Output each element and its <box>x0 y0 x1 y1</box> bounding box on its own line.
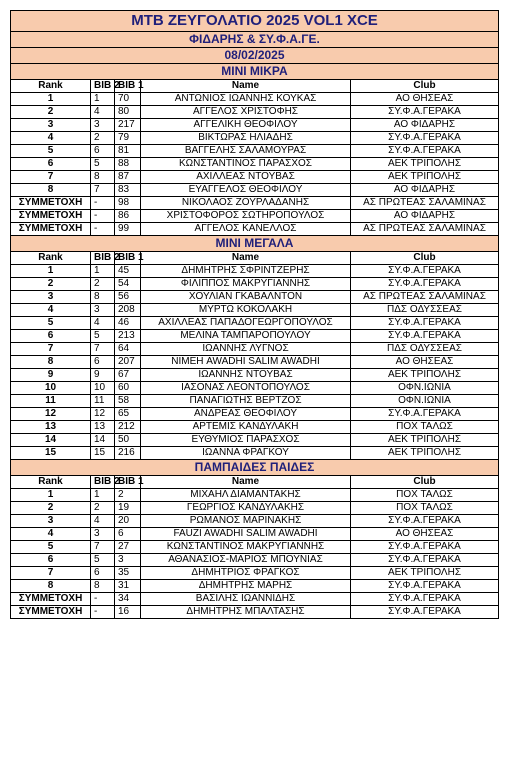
cell-bib1: 54 <box>115 278 141 291</box>
cell-bib1: 50 <box>115 434 141 447</box>
cell-name: ΙΩΑΝΝΗΣ ΛΥΓΝΟΣ <box>141 343 351 356</box>
cell-bib2: 7 <box>91 541 115 554</box>
cell-bib2: 3 <box>91 528 115 541</box>
cell-rank: 8 <box>11 184 91 197</box>
cell-bib2: 7 <box>91 184 115 197</box>
cell-rank: 7 <box>11 567 91 580</box>
cell-rank: 5 <box>11 145 91 158</box>
cell-name: ΒΑΣΙΛΗΣ ΙΩΑΝΝΙΔΗΣ <box>141 593 351 606</box>
cell-bib1: 83 <box>115 184 141 197</box>
cell-bib2: 3 <box>91 304 115 317</box>
cell-bib2: 3 <box>91 119 115 132</box>
table-row <box>11 395 499 408</box>
table-row <box>11 158 499 171</box>
cell-club: ΠΟΧ ΤΑΛΩΣ <box>351 489 499 502</box>
cell-bib1: 56 <box>115 291 141 304</box>
table-row <box>11 210 499 223</box>
cell-bib2: 5 <box>91 554 115 567</box>
cell-bib2: 2 <box>91 132 115 145</box>
cell-rank: 10 <box>11 382 91 395</box>
cell-bib1: 217 <box>115 119 141 132</box>
cell-name: ΜΙΧΑΗΛ ΔΙΑΜΑΝΤΑΚΗΣ <box>141 489 351 502</box>
cell-bib2: 4 <box>91 106 115 119</box>
cell-name: FAUZI AWADHI SALIM AWADHI <box>141 528 351 541</box>
cell-name: ΑΓΓΕΛΟΣ ΧΡΙΣΤΟΦΗΣ <box>141 106 351 119</box>
cell-name: ΔΗΜΗΤΡΗΣ ΣΦΡΙΝΤΖΕΡΗΣ <box>141 265 351 278</box>
cell-bib2: 12 <box>91 408 115 421</box>
cell-name: ΔΗΜΗΤΡΗΣ ΜΠΑΛΤΑΣΗΣ <box>141 606 351 619</box>
column-header-name: Name <box>141 80 351 93</box>
cell-bib1: 27 <box>115 541 141 554</box>
cell-club: ΑΕΚ ΤΡΙΠΟΛΗΣ <box>351 447 499 460</box>
column-header-club: Club <box>351 80 499 93</box>
category-title: ΜΙΝΙ ΜΕΓΑΛΑ <box>11 236 499 252</box>
cell-bib1: 208 <box>115 304 141 317</box>
cell-bib1: 20 <box>115 515 141 528</box>
cell-club: ΣΥ.Φ.Α.ΓΕΡΑΚΑ <box>351 317 499 330</box>
cell-name: ΚΩΝΣΤΑΝΤΙΝΟΣ ΠΑΡΑΣΧΟΣ <box>141 158 351 171</box>
table-row <box>11 606 499 619</box>
table-row <box>11 119 499 132</box>
cell-bib1: 207 <box>115 356 141 369</box>
cell-rank: 6 <box>11 554 91 567</box>
cell-bib1: 64 <box>115 343 141 356</box>
cell-club: ΑΣ ΠΡΩΤΕΑΣ ΣΑΛΑΜΙΝΑΣ <box>351 291 499 304</box>
column-header-bib2: BIB 2 <box>91 476 115 489</box>
table-row <box>11 541 499 554</box>
cell-bib1: 81 <box>115 145 141 158</box>
cell-bib2: 14 <box>91 434 115 447</box>
cell-bib2: - <box>91 197 115 210</box>
cell-rank: 5 <box>11 541 91 554</box>
cell-rank: 12 <box>11 408 91 421</box>
table-row <box>11 278 499 291</box>
column-header-bib1: BIB 1 <box>115 80 141 93</box>
cell-rank: 7 <box>11 171 91 184</box>
table-row <box>11 528 499 541</box>
title-row <box>11 11 499 32</box>
cell-name: ΙΑΣΟΝΑΣ ΛΕΟΝΤΟΠΟΥΛΟΣ <box>141 382 351 395</box>
cell-name: ΠΑΝΑΓΙΩΤΗΣ ΒΕΡΤΖΟΣ <box>141 395 351 408</box>
cell-bib2: 11 <box>91 395 115 408</box>
cell-name: ΙΩΑΝΝΑ ΦΡΑΓΚΟΥ <box>141 447 351 460</box>
column-header-bib2: BIB 2 <box>91 252 115 265</box>
column-header-club: Club <box>351 252 499 265</box>
cell-bib2: 6 <box>91 145 115 158</box>
cell-club: ΣΥ.Φ.Α.ΓΕΡΑΚΑ <box>351 265 499 278</box>
cell-club: ΣΥ.Φ.Α.ΓΕΡΑΚΑ <box>351 145 499 158</box>
cell-name: ΕΥΘΥΜΙΟΣ ΠΑΡΑΣΧΟΣ <box>141 434 351 447</box>
cell-bib1: 58 <box>115 395 141 408</box>
table-row <box>11 356 499 369</box>
cell-bib2: 10 <box>91 382 115 395</box>
cell-name: ΡΩΜΑΝΟΣ ΜΑΡΙΝΑΚΗΣ <box>141 515 351 528</box>
cell-rank: 2 <box>11 106 91 119</box>
cell-bib1: 80 <box>115 106 141 119</box>
cell-club: ΣΥ.Φ.Α.ΓΕΡΑΚΑ <box>351 515 499 528</box>
date-row <box>11 48 499 64</box>
cell-club: ΣΥ.Φ.Α.ΓΕΡΑΚΑ <box>351 106 499 119</box>
column-header-name: Name <box>141 476 351 489</box>
cell-rank: 1 <box>11 265 91 278</box>
cell-bib1: 67 <box>115 369 141 382</box>
table-row <box>11 554 499 567</box>
cell-club: ΑΟ ΘΗΣΕΑΣ <box>351 93 499 106</box>
cell-name: ΑΝΤΩΝΙΟΣ ΙΩΑΝΝΗΣ ΚΟΥΚΑΣ <box>141 93 351 106</box>
category-header-row <box>11 460 499 476</box>
cell-name: ΝΙΚΟΛΑΟΣ ΖΟΥΡΛΑΔΑΝΗΣ <box>141 197 351 210</box>
cell-bib1: 35 <box>115 567 141 580</box>
cell-rank: 8 <box>11 580 91 593</box>
cell-bib1: 60 <box>115 382 141 395</box>
cell-club: ΣΥ.Φ.Α.ΓΕΡΑΚΑ <box>351 593 499 606</box>
cell-name: ΒΑΓΓΕΛΗΣ ΣΑΛΑΜΟΥΡΑΣ <box>141 145 351 158</box>
cell-club: ΑΕΚ ΤΡΙΠΟΛΗΣ <box>351 369 499 382</box>
cell-club: ΣΥ.Φ.Α.ΓΕΡΑΚΑ <box>351 408 499 421</box>
cell-bib1: 86 <box>115 210 141 223</box>
cell-rank: 4 <box>11 132 91 145</box>
cell-rank: ΣΥΜΜΕΤΟΧΗ <box>11 210 91 223</box>
category-header-row <box>11 236 499 252</box>
column-header-rank: Rank <box>11 476 91 489</box>
table-row <box>11 171 499 184</box>
table-row <box>11 593 499 606</box>
cell-name: ΑΓΓΕΛΟΣ ΚΑΝΕΛΛΟΣ <box>141 223 351 236</box>
cell-bib1: 98 <box>115 197 141 210</box>
cell-club: ΣΥ.Φ.Α.ΓΕΡΑΚΑ <box>351 278 499 291</box>
cell-rank: 13 <box>11 421 91 434</box>
cell-club: ΑΣ ΠΡΩΤΕΑΣ ΣΑΛΑΜΙΝΑΣ <box>351 223 499 236</box>
cell-club: ΣΥ.Φ.Α.ΓΕΡΑΚΑ <box>351 554 499 567</box>
table-row <box>11 515 499 528</box>
cell-rank: 2 <box>11 502 91 515</box>
cell-rank: 3 <box>11 119 91 132</box>
table-row <box>11 223 499 236</box>
cell-name: ΔΗΜΗΤΡΗΣ ΜΑΡΗΣ <box>141 580 351 593</box>
cell-bib2: 15 <box>91 447 115 460</box>
cell-club: ΑΟ ΦΙΔΑΡΗΣ <box>351 119 499 132</box>
cell-name: ΑΡΤΕΜΙΣ ΚΑΝΔΥΛΑΚΗ <box>141 421 351 434</box>
cell-rank: 6 <box>11 330 91 343</box>
cell-club: ΑΟ ΘΗΣΕΑΣ <box>351 528 499 541</box>
cell-bib1: 79 <box>115 132 141 145</box>
cell-bib2: 2 <box>91 278 115 291</box>
column-header-rank: Rank <box>11 80 91 93</box>
cell-club: ΣΥ.Φ.Α.ΓΕΡΑΚΑ <box>351 330 499 343</box>
cell-rank: 4 <box>11 528 91 541</box>
cell-name: ΜΥΡΤΩ ΚΟΚΟΛΑΚΗ <box>141 304 351 317</box>
cell-bib2: 5 <box>91 330 115 343</box>
cell-rank: 3 <box>11 291 91 304</box>
table-row <box>11 343 499 356</box>
cell-club: ΟΦΝ.ΙΩΝΙΑ <box>351 382 499 395</box>
cell-club: ΑΕΚ ΤΡΙΠΟΛΗΣ <box>351 171 499 184</box>
cell-bib2: 8 <box>91 171 115 184</box>
cell-bib1: 16 <box>115 606 141 619</box>
table-row <box>11 330 499 343</box>
column-header-bib1: BIB 1 <box>115 476 141 489</box>
table-row <box>11 489 499 502</box>
cell-club: ΑΕΚ ΤΡΙΠΟΛΗΣ <box>351 158 499 171</box>
table-row <box>11 145 499 158</box>
column-header-name: Name <box>141 252 351 265</box>
cell-bib2: 6 <box>91 356 115 369</box>
column-header-bib1: BIB 1 <box>115 252 141 265</box>
cell-bib1: 99 <box>115 223 141 236</box>
cell-rank: ΣΥΜΜΕΤΟΧΗ <box>11 223 91 236</box>
cell-club: ΑΟ ΘΗΣΕΑΣ <box>351 356 499 369</box>
cell-name: ΑΧΙΛΛΕΑΣ ΝΤΟΥΒΑΣ <box>141 171 351 184</box>
cell-name: ΧΟΥΛΙΑΝ ΓΚΑΒΑΛΝΤΟΝ <box>141 291 351 304</box>
cell-rank: 2 <box>11 278 91 291</box>
cell-club: ΑΟ ΦΙΔΑΡΗΣ <box>351 210 499 223</box>
cell-club: ΠΟΧ ΤΑΛΩΣ <box>351 502 499 515</box>
cell-club: ΑΕΚ ΤΡΙΠΟΛΗΣ <box>351 434 499 447</box>
cell-rank: 14 <box>11 434 91 447</box>
cell-club: ΠΟΧ ΤΑΛΩΣ <box>351 421 499 434</box>
cell-name: ΔΗΜΗΤΡΙΟΣ ΦΡΑΓΚΟΣ <box>141 567 351 580</box>
cell-bib2: 6 <box>91 567 115 580</box>
cell-name: ΦΙΛΙΠΠΟΣ ΜΑΚΡΥΓΙΑΝΝΗΣ <box>141 278 351 291</box>
cell-rank: ΣΥΜΜΕΤΟΧΗ <box>11 606 91 619</box>
column-header-bib2: BIB 2 <box>91 80 115 93</box>
cell-rank: 7 <box>11 343 91 356</box>
cell-name: ΑΘΑΝΑΣΙΟΣ-ΜΑΡΙΟΣ ΜΠΟΥΝΙΑΣ <box>141 554 351 567</box>
cell-club: ΠΔΣ ΟΔΥΣΣΕΑΣ <box>351 304 499 317</box>
organizer-title: ΦΙΔΑΡΗΣ & ΣΥ.Φ.Α.ΓΕ. <box>11 32 499 48</box>
table-row <box>11 408 499 421</box>
cell-bib1: 2 <box>115 489 141 502</box>
table-row <box>11 447 499 460</box>
cell-bib2: 9 <box>91 369 115 382</box>
cell-club: ΑΟ ΦΙΔΑΡΗΣ <box>351 184 499 197</box>
cell-rank: 3 <box>11 515 91 528</box>
cell-bib1: 213 <box>115 330 141 343</box>
table-row <box>11 304 499 317</box>
organizer-row <box>11 32 499 48</box>
cell-club: ΣΥ.Φ.Α.ΓΕΡΑΚΑ <box>351 132 499 145</box>
column-header-row <box>11 476 499 489</box>
cell-rank: 9 <box>11 369 91 382</box>
cell-bib2: 8 <box>91 580 115 593</box>
column-header-club: Club <box>351 476 499 489</box>
cell-bib2: 5 <box>91 158 115 171</box>
cell-bib1: 46 <box>115 317 141 330</box>
table-row <box>11 197 499 210</box>
table-row <box>11 317 499 330</box>
cell-rank: 8 <box>11 356 91 369</box>
cell-bib1: 19 <box>115 502 141 515</box>
cell-bib2: 1 <box>91 93 115 106</box>
cell-bib2: 1 <box>91 489 115 502</box>
cell-club: ΑΕΚ ΤΡΙΠΟΛΗΣ <box>351 567 499 580</box>
cell-bib1: 31 <box>115 580 141 593</box>
cell-bib2: 7 <box>91 343 115 356</box>
table-row <box>11 369 499 382</box>
cell-bib1: 70 <box>115 93 141 106</box>
cell-name: ΑΝΔΡΕΑΣ ΘΕΟΦΙΛΟΥ <box>141 408 351 421</box>
cell-club: ΣΥ.Φ.Α.ΓΕΡΑΚΑ <box>351 541 499 554</box>
cell-bib2: - <box>91 606 115 619</box>
category-header-row <box>11 64 499 80</box>
cell-bib1: 216 <box>115 447 141 460</box>
table-row <box>11 502 499 515</box>
cell-club: ΟΦΝ.ΙΩΝΙΑ <box>351 395 499 408</box>
cell-club: ΣΥ.Φ.Α.ΓΕΡΑΚΑ <box>351 580 499 593</box>
cell-bib2: 2 <box>91 502 115 515</box>
cell-name: ΝΙΜΕΗ AWADHI SALIM AWADHI <box>141 356 351 369</box>
table-row <box>11 421 499 434</box>
table-row <box>11 132 499 145</box>
cell-rank: 1 <box>11 93 91 106</box>
event-date: 08/02/2025 <box>11 48 499 64</box>
table-row <box>11 434 499 447</box>
cell-name: ΚΩΝΣΤΑΝΤΙΝΟΣ ΜΑΚΡΥΓΙΑΝΝΗΣ <box>141 541 351 554</box>
cell-bib2: 8 <box>91 291 115 304</box>
cell-rank: 15 <box>11 447 91 460</box>
cell-bib1: 88 <box>115 158 141 171</box>
cell-bib1: 65 <box>115 408 141 421</box>
column-header-row <box>11 80 499 93</box>
cell-rank: 11 <box>11 395 91 408</box>
cell-name: ΑΓΓΕΛΙΚΗ ΘΕΟΦΙΛΟΥ <box>141 119 351 132</box>
cell-bib2: - <box>91 210 115 223</box>
cell-name: ΓΕΩΡΓΙΟΣ ΚΑΝΔΥΛΑΚΗΣ <box>141 502 351 515</box>
cell-bib1: 3 <box>115 554 141 567</box>
table-row <box>11 567 499 580</box>
cell-club: ΣΥ.Φ.Α.ΓΕΡΑΚΑ <box>351 606 499 619</box>
cell-bib1: 45 <box>115 265 141 278</box>
table-row <box>11 184 499 197</box>
column-header-row <box>11 252 499 265</box>
cell-rank: 4 <box>11 304 91 317</box>
cell-bib1: 6 <box>115 528 141 541</box>
cell-bib2: 1 <box>91 265 115 278</box>
category-title: ΠΑΜΠΑΙΔΕΣ ΠΑΙΔΕΣ <box>11 460 499 476</box>
table-row <box>11 580 499 593</box>
cell-name: ΒΙΚΤΩΡΑΣ ΗΛΙΑΔΗΣ <box>141 132 351 145</box>
cell-name: ΑΧΙΛΛΕΑΣ ΠΑΠΑΔΟΓΕΩΡΓΟΠΟΥΛΟΣ <box>141 317 351 330</box>
cell-bib2: - <box>91 593 115 606</box>
table-row <box>11 265 499 278</box>
cell-name: ΧΡΙΣΤΟΦΟΡΟΣ ΣΩΤΗΡΟΠΟΥΛΟΣ <box>141 210 351 223</box>
cell-bib2: 4 <box>91 515 115 528</box>
cell-name: ΕΥΑΓΓΕΛΟΣ ΘΕΟΦΙΛΟΥ <box>141 184 351 197</box>
cell-bib2: 4 <box>91 317 115 330</box>
cell-club: ΠΔΣ ΟΔΥΣΣΕΑΣ <box>351 343 499 356</box>
cell-rank: 5 <box>11 317 91 330</box>
results-table <box>10 10 499 619</box>
cell-bib1: 34 <box>115 593 141 606</box>
cell-rank: 6 <box>11 158 91 171</box>
column-header-rank: Rank <box>11 252 91 265</box>
cell-rank: ΣΥΜΜΕΤΟΧΗ <box>11 593 91 606</box>
table-row <box>11 106 499 119</box>
cell-name: ΜΕΛΙΝΑ ΤΑΜΠΑΡΟΠΟΥΛΟΥ <box>141 330 351 343</box>
table-row <box>11 93 499 106</box>
table-row <box>11 382 499 395</box>
cell-bib1: 212 <box>115 421 141 434</box>
cell-bib1: 87 <box>115 171 141 184</box>
cell-rank: 1 <box>11 489 91 502</box>
cell-bib2: - <box>91 223 115 236</box>
table-row <box>11 291 499 304</box>
event-title: MTB ΖΕΥΓΟΛΑΤΙΟ 2025 VOL1 XCE <box>11 11 499 32</box>
cell-bib2: 13 <box>91 421 115 434</box>
cell-rank: ΣΥΜΜΕΤΟΧΗ <box>11 197 91 210</box>
category-title: ΜΙΝΙ ΜΙΚΡΑ <box>11 64 499 80</box>
cell-name: ΙΩΑΝΝΗΣ ΝΤΟΥΒΑΣ <box>141 369 351 382</box>
cell-club: ΑΣ ΠΡΩΤΕΑΣ ΣΑΛΑΜΙΝΑΣ <box>351 197 499 210</box>
